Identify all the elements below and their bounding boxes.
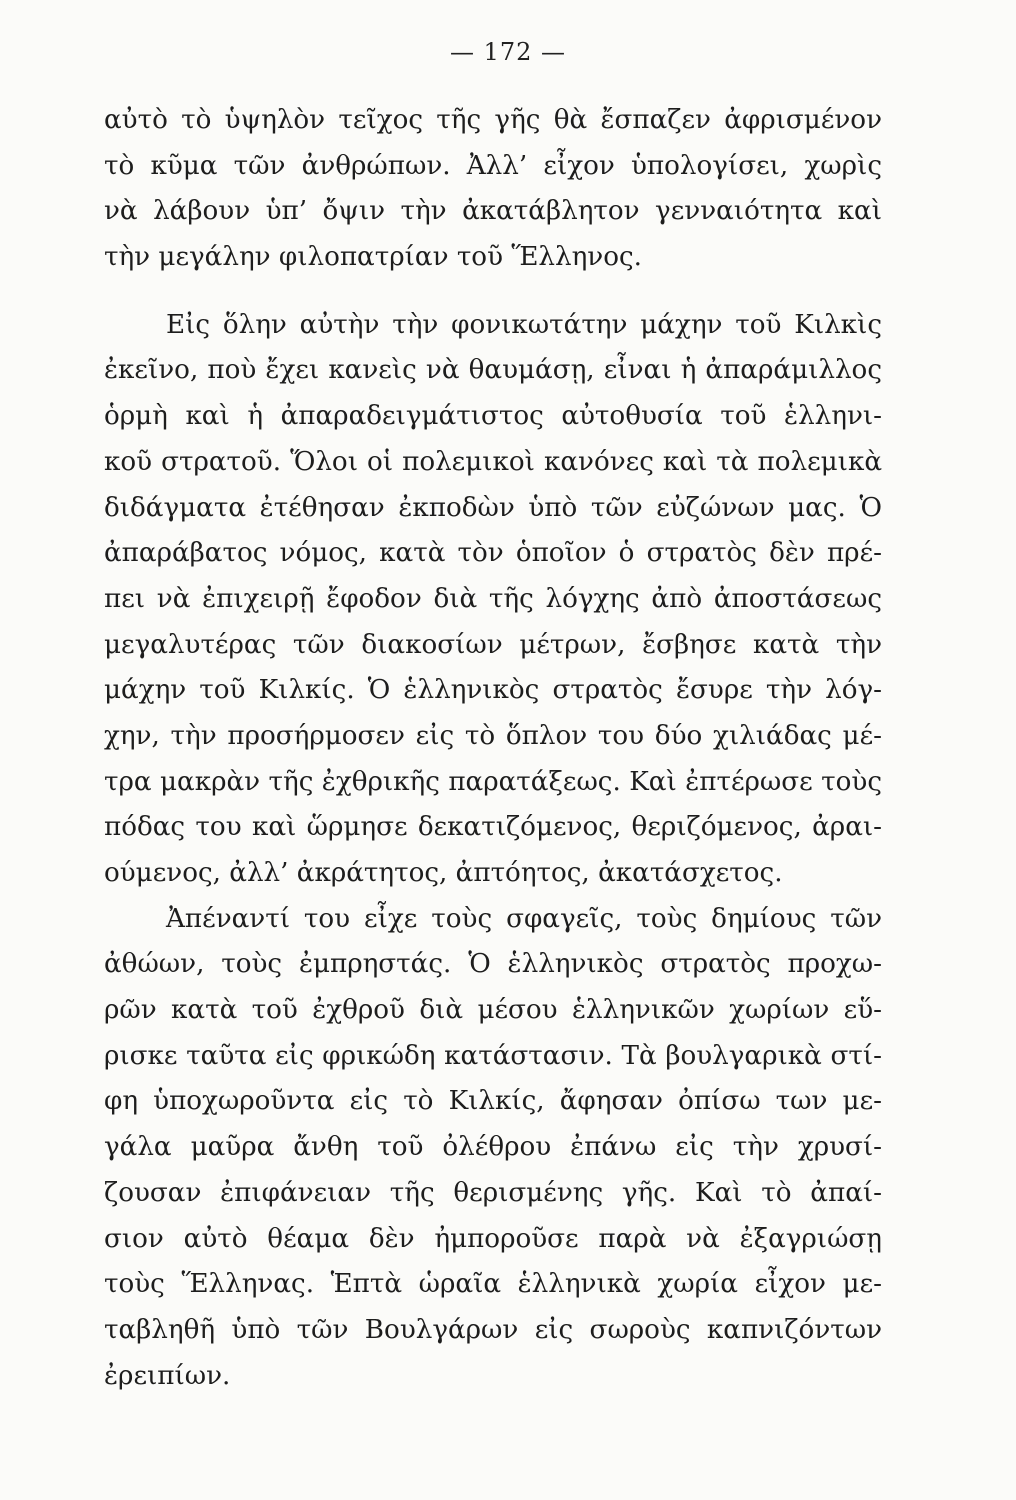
text-line: πει νὰ ἐπιχειρῇ ἔφοδον διὰ τῆς λόγχης ἀπὸ ἀποστάσεως — [104, 583, 882, 614]
text-line: τρα μακρὰν τῆς ἐχθρικῆς παρατάξεως. Καὶ ἐπτέρωσε τοὺς — [104, 766, 882, 797]
page-number: — 172 — — [449, 38, 567, 66]
text-line: τοὺς Ἕλληνας. Ἑπτὰ ὡραῖα ἑλληνικὰ χωρία εἶχον με- — [104, 1269, 882, 1300]
text-line: αὐτὸ τὸ ὑψηλὸν τεῖχος τῆς γῆς θὰ ἔσπαζεν ἀφρισμένον — [104, 105, 882, 135]
text-line: ἀθώων, τοὺς ἐμπρηστάς. Ὁ ἑλληνικὸς στρατὸς προχω- — [104, 949, 882, 980]
text-line: τὴν μεγάλην φιλοπατρίαν τοῦ Ἕλληνος. — [104, 242, 642, 273]
text-line: τὸ κῦμα τῶν ἀνθρώπων. Ἀλλ’ εἶχον ὑπολογίσει, χωρὶς — [104, 150, 882, 181]
text-line: νὰ λάβουν ὑπ’ ὄψιν τὴν ἀκατάβλητον γενναιότητα καὶ — [104, 196, 882, 227]
text-line: διδάγματα ἐτέθησαν ἐκποδὼν ὑπὸ τῶν εὐζώνων μας. Ὁ — [104, 492, 882, 523]
text-line: Εἰς ὅλην αὐτὴν τὴν φονικωτάτην μάχην τοῦ Κιλκὶς — [166, 309, 882, 340]
text-line: πόδας του καὶ ὥρμησε δεκατιζόμενος, θεριζόμενος, ἀραι- — [104, 812, 882, 843]
text-line: σιον αὐτὸ θέαμα δὲν ἠμποροῦσε παρὰ νὰ ἐξαγριώσῃ — [104, 1223, 882, 1254]
text-line: μεγαλυτέρας τῶν διακοσίων μέτρων, ἔσβησε κατὰ τὴν — [104, 629, 882, 660]
page-body — [104, 98, 882, 1399]
paragraph-gap — [104, 281, 882, 303]
text-line: κοῦ στρατοῦ. Ὅλοι οἱ πολεμικοὶ κανόνες καὶ τὰ πολεμικὰ — [104, 446, 882, 477]
text-line: χην, τὴν προσήρμοσεν εἰς τὸ ὅπλον του δύο χιλιάδας μέ- — [104, 720, 882, 751]
text-line: ὁρμὴ καὶ ἡ ἀπαραδειγμάτιστος αὐτοθυσία τοῦ ἑλληνι- — [104, 401, 882, 432]
paragraph-1 — [104, 98, 882, 281]
paragraph-3 — [104, 897, 882, 1400]
text-line: ἀπαράβατος νόμος, κατὰ τὸν ὁποῖον ὁ στρατὸς δὲν πρέ- — [104, 538, 882, 569]
text-line: φη ὑποχωροῦντα εἰς τὸ Κιλκίς, ἄφησαν ὀπίσω των με- — [104, 1086, 882, 1117]
text-line: ούμενος, ἀλλ’ ἀκράτητος, ἀπτόητος, ἀκατάσχετος. — [104, 858, 783, 888]
text-line: ζουσαν ἐπιφάνειαν τῆς θερισμένης γῆς. Καὶ τὸ ἀπαί- — [104, 1177, 882, 1208]
text-line: ρῶν κατὰ τοῦ ἐχθροῦ διὰ μέσου ἑλληνικῶν χωρίων εὕ- — [104, 995, 882, 1026]
text-line: μάχην τοῦ Κιλκίς. Ὁ ἑλληνικὸς στρατὸς ἔσυρε τὴν λόγ- — [104, 675, 882, 706]
paragraph-2 — [104, 303, 882, 897]
text-line: ἐκεῖνο, ποὺ ἔχει κανεὶς νὰ θαυμάσῃ, εἶναι ἡ ἀπαράμιλλος — [104, 355, 882, 386]
text-line: Ἀπέναντί του εἶχε τοὺς σφαγεῖς, τοὺς δημίους τῶν — [166, 903, 882, 934]
text-line: ἐρειπίων. — [104, 1360, 231, 1391]
text-line: ταβληθῆ ὑπὸ τῶν Βουλγάρων εἰς σωροὺς καπνιζόντων — [104, 1314, 882, 1345]
text-line: ρισκε ταῦτα εἰς φρικώδη κατάστασιν. Τὰ βουλγαρικὰ στί- — [104, 1040, 882, 1071]
text-line: γάλα μαῦρα ἄνθη τοῦ ὀλέθρου ἐπάνω εἰς τὴν χρυσί- — [104, 1132, 882, 1163]
